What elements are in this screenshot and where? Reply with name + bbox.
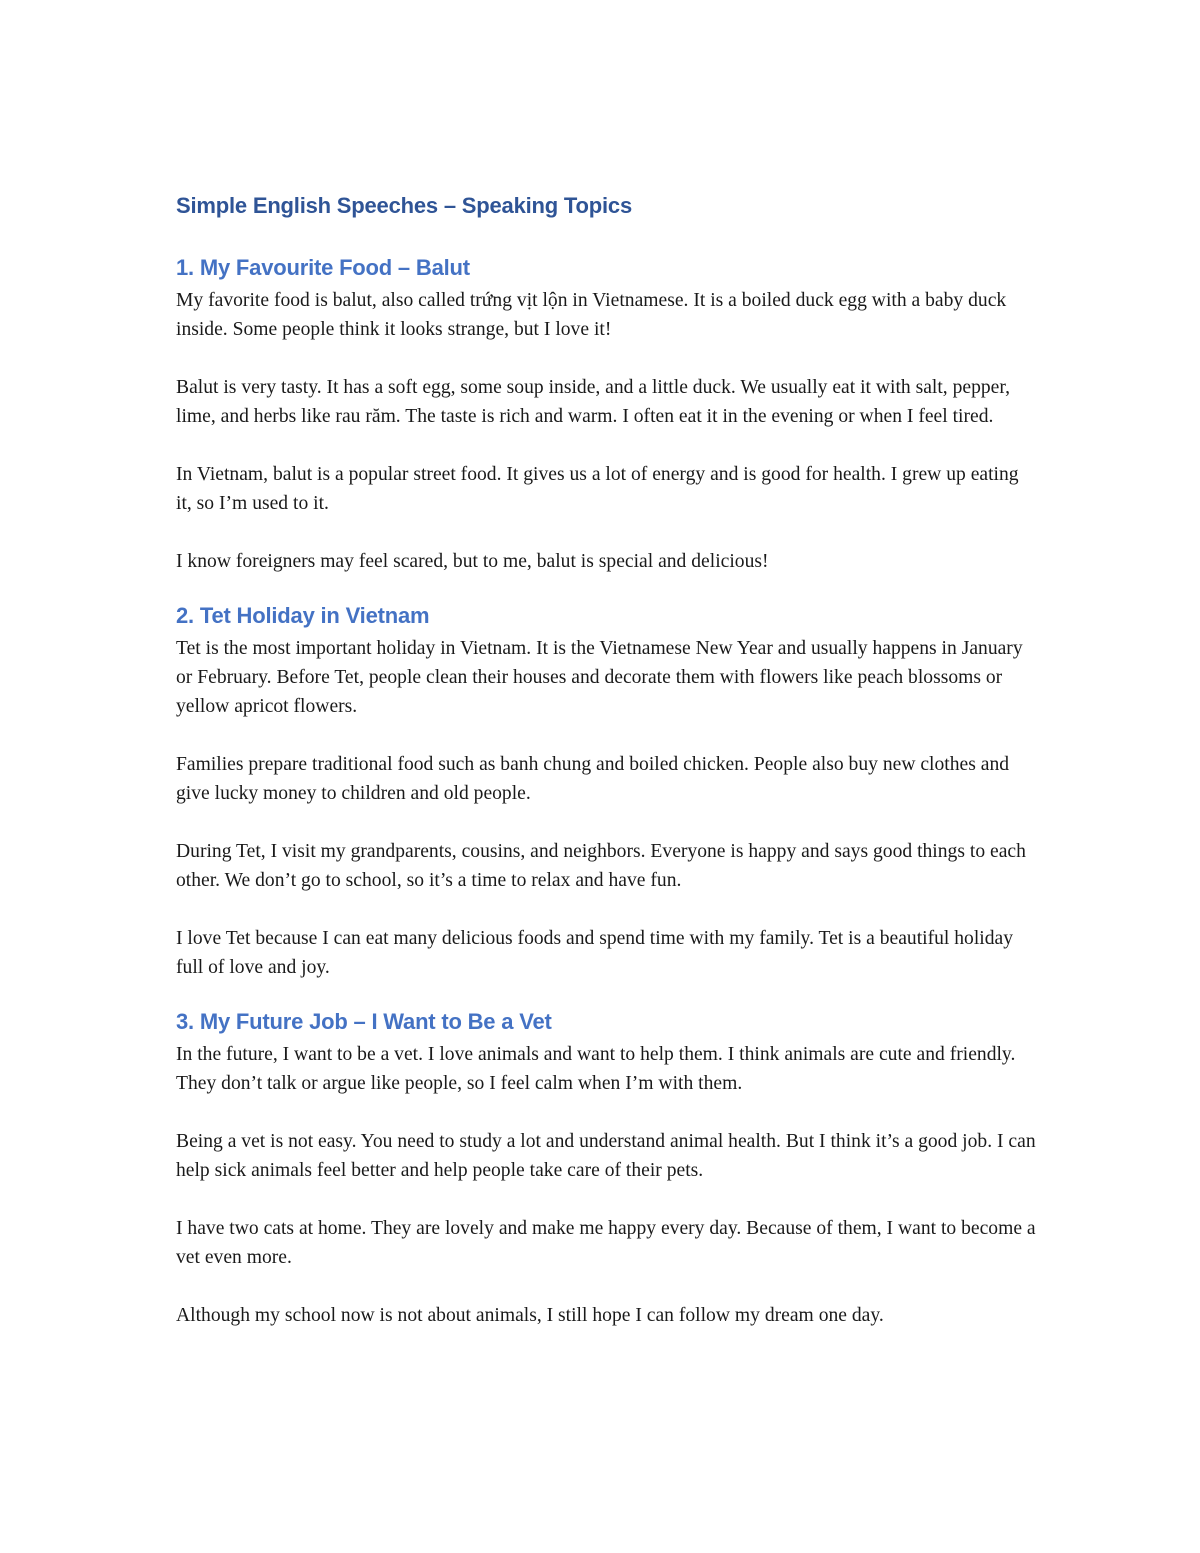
section-heading: 1. My Favourite Food – Balut (176, 255, 470, 280)
paragraph: Tet is the most important holiday in Vietnam. It is the Vietnamese New Year and usually happens in January or February. Before Tet, people clean their houses and decorate them with flowers like peach blossoms or yellow apricot flowers. (176, 638, 1023, 717)
paragraph: Families prepare traditional food such as banh chung and boiled chicken. People also buy new clothes and give lucky money to children and old people. (176, 754, 1010, 804)
paragraph: I love Tet because I can eat many delicious foods and spend time with my family. Tet is a beautiful holiday full of love and joy. (176, 928, 1014, 978)
paragraph: During Tet, I visit my grandparents, cousins, and neighbors. Everyone is happy and says good things to each other. We don’t go to school, so it’s a time to relax and have fun. (176, 841, 1026, 891)
section-tet-holiday (176, 599, 1036, 982)
section-favourite-food (176, 251, 1036, 576)
paragraph: In Vietnam, balut is a popular street food. It gives us a lot of energy and is good for health. I grew up eating it, so I’m used to it. (176, 464, 1019, 514)
paragraph: I know foreigners may feel scared, but to me, balut is special and delicious! (176, 551, 769, 572)
section-heading: 3. My Future Job – I Want to Be a Vet (176, 1009, 552, 1034)
paragraph: Being a vet is not easy. You need to study a lot and understand animal health. But I think it’s a good job. I can help sick animals feel better and help people take care of their pets. (176, 1131, 1036, 1181)
paragraph: I have two cats at home. They are lovely and make me happy every day. Because of them, I want to become a vet even more. (176, 1218, 1036, 1268)
paragraph: Balut is very tasty. It has a soft egg, some soup inside, and a little duck. We usually eat it with salt, pepper, lime, and herbs like rau răm. The taste is rich and warm. I often eat it in the evening or when I feel tired. (176, 377, 1011, 427)
document-page (176, 188, 1036, 1353)
paragraph: Although my school now is not about animals, I still hope I can follow my dream one day. (176, 1305, 884, 1326)
paragraph: My favorite food is balut, also called trứng vịt lộn in Vietnamese. It is a boiled duck egg with a baby duck inside. Some people think it looks strange, but I love it! (176, 290, 1007, 340)
section-future-job (176, 1005, 1036, 1330)
document-title: Simple English Speeches – Speaking Topics (176, 193, 632, 218)
section-heading: 2. Tet Holiday in Vietnam (176, 603, 430, 628)
paragraph: In the future, I want to be a vet. I love animals and want to help them. I think animals are cute and friendly. They don’t talk or argue like people, so I feel calm when I’m with them. (176, 1044, 1016, 1094)
